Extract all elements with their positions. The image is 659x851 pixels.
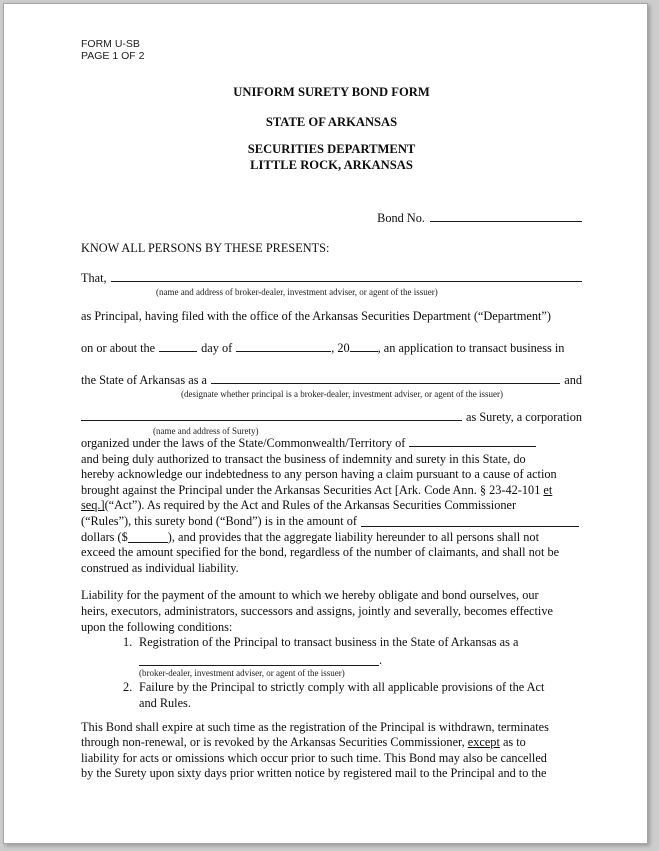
know-clause: KNOW ALL PERSONS BY THESE PRESENTS: [81,241,330,255]
obligation-line-6-text: (“Rules”), this surety bond (“Bond”) is in the amount of [81,513,357,528]
principal-name-blank [111,281,582,282]
obligation-line-5 [81,498,582,514]
principal-name-caption: (name and address of broker-dealer, investment adviser, or agent of the issuer) [156,287,438,297]
condition-item-2 [81,680,582,711]
expiration-paragraph [81,720,582,782]
obligation-line-7-text-1: dollars ($ [81,529,128,544]
document-page [3,3,648,844]
document-title: UNIFORM SURETY BOND FORM [233,85,430,99]
condition-item-1 [81,635,582,651]
form-id-line: FORM U-SB [81,38,140,50]
bond-number-row [81,210,582,226]
condition-2-line-2: and Rules. [139,695,191,710]
except-underlined: except [467,735,500,750]
obligation-line-6 [81,514,582,530]
department-heading: SECURITIES DEPARTMENT [247,142,416,156]
liability-line-3: upon the following conditions: [81,619,233,634]
condition-2-body [139,680,582,711]
expiration-line-2 [81,735,582,751]
obligation-line-5-text: (“Act”). As required by the Act and Rules of the Arkansas Securities Commissioner [104,498,517,513]
that-label: That, [81,271,107,285]
expiration-line-2-text-1: through non-renewal, or is revoked by the Arkansas Securities Commissioner, [81,735,468,750]
capacity-line-text-2: and [564,373,582,387]
date-line-text-1: on or about the [81,341,156,355]
capacity-line [81,372,582,388]
condition-2-number: 2. [123,680,133,695]
capacity-line-text-1: the State of Arkansas as a [81,373,208,387]
day-blank [159,351,197,352]
obligation-line-2: and being duly authorized to transact the business of indemnity and surety in this State, do [81,451,526,466]
et-underlined: et [543,482,553,497]
registration-capacity-blank [139,665,379,666]
condition-1-period: . [379,652,383,667]
that-row [81,270,582,286]
capacity-blank [211,383,560,384]
condition-2-line-1: Failure by the Principal to strictly comply with all applicable provisions of the Act [139,680,545,695]
amount-words-blank [361,526,579,527]
surety-line [81,409,582,425]
expiration-line-1: This Bond shall expire at such time as the registration of the Principal is withdrawn, terminates [81,719,549,734]
state-heading: STATE OF ARKANSAS [265,115,398,129]
city-heading: LITTLE ROCK, ARKANSAS [250,158,413,172]
date-line-text-3: , 20 [331,341,350,355]
liability-line-2: heirs, executors, administrators, successors and assigns, jointly and severally, becomes effective [81,603,553,618]
obligation-line-1 [81,436,582,452]
date-line-text-4: , an application to transact business in [377,341,565,355]
document-content [4,4,647,782]
obligation-line-4-text: brought against the Principal under the Arkansas Securities Act [Ark. Code Ann. § 23-42-101 [81,482,544,497]
bond-no-label: Bond No. [377,211,425,225]
obligation-line-8: exceed the amount specified for the bond, regardless of the number of claimants, and shall not be [81,545,560,560]
liability-conditions [81,588,582,711]
capacity-caption: (designate whether principal is a broker-dealer, investment adviser, or agent of the issuer) [181,389,503,399]
obligation-line-7-text-2: ), and provides that the aggregate liability hereunder to all persons shall not [167,529,539,544]
surety-line-text: as Surety, a corporation [466,410,582,424]
year-blank [350,351,378,352]
condition-1-caption: (broker-dealer, investment adviser, or agent of the issuer) [139,668,345,679]
condition-1-blank-line [139,653,582,669]
seq-underlined: seq.] [81,498,105,513]
expiration-line-2-text-2: as to [499,735,526,750]
form-id-block [81,38,582,62]
surety-name-caption: (name and address of Surety) [153,426,259,436]
obligation-line-4 [81,483,582,499]
month-blank [236,351,331,352]
obligation-line-3: hereby acknowledge our indebtedness to any person having a claim pursuant to a cause of action [81,467,557,482]
obligation-line-1-text: organized under the laws of the State/Commonwealth/Territory of [81,436,406,450]
principal-line: as Principal, having filed with the office of the Arkansas Securities Department (“Department”) [81,309,551,323]
expiration-line-3: liability for acts or omissions which occur prior to such time. This Bond may also be cancelled [81,750,547,765]
date-line [81,340,582,356]
obligation-paragraph [81,436,582,576]
surety-name-blank [81,420,462,421]
condition-1-number: 1. [123,635,133,650]
liability-line-1: Liability for the payment of the amount to which we hereby obligate and bond ourselves, our [81,588,539,603]
bond-no-blank [430,221,582,222]
condition-1-text: Registration of the Principal to transact business in the State of Arkansas as a [139,635,519,650]
state-territory-blank [409,446,536,447]
amount-figures-blank [128,542,168,543]
form-page-line: PAGE 1 OF 2 [81,50,145,62]
date-line-text-2: day of [201,341,233,355]
expiration-line-4: by the Surety upon sixty days prior written notice by registered mail to the Principal and to the [81,766,547,781]
obligation-line-9: construed as individual liability. [81,560,239,575]
obligation-line-7 [81,530,582,546]
